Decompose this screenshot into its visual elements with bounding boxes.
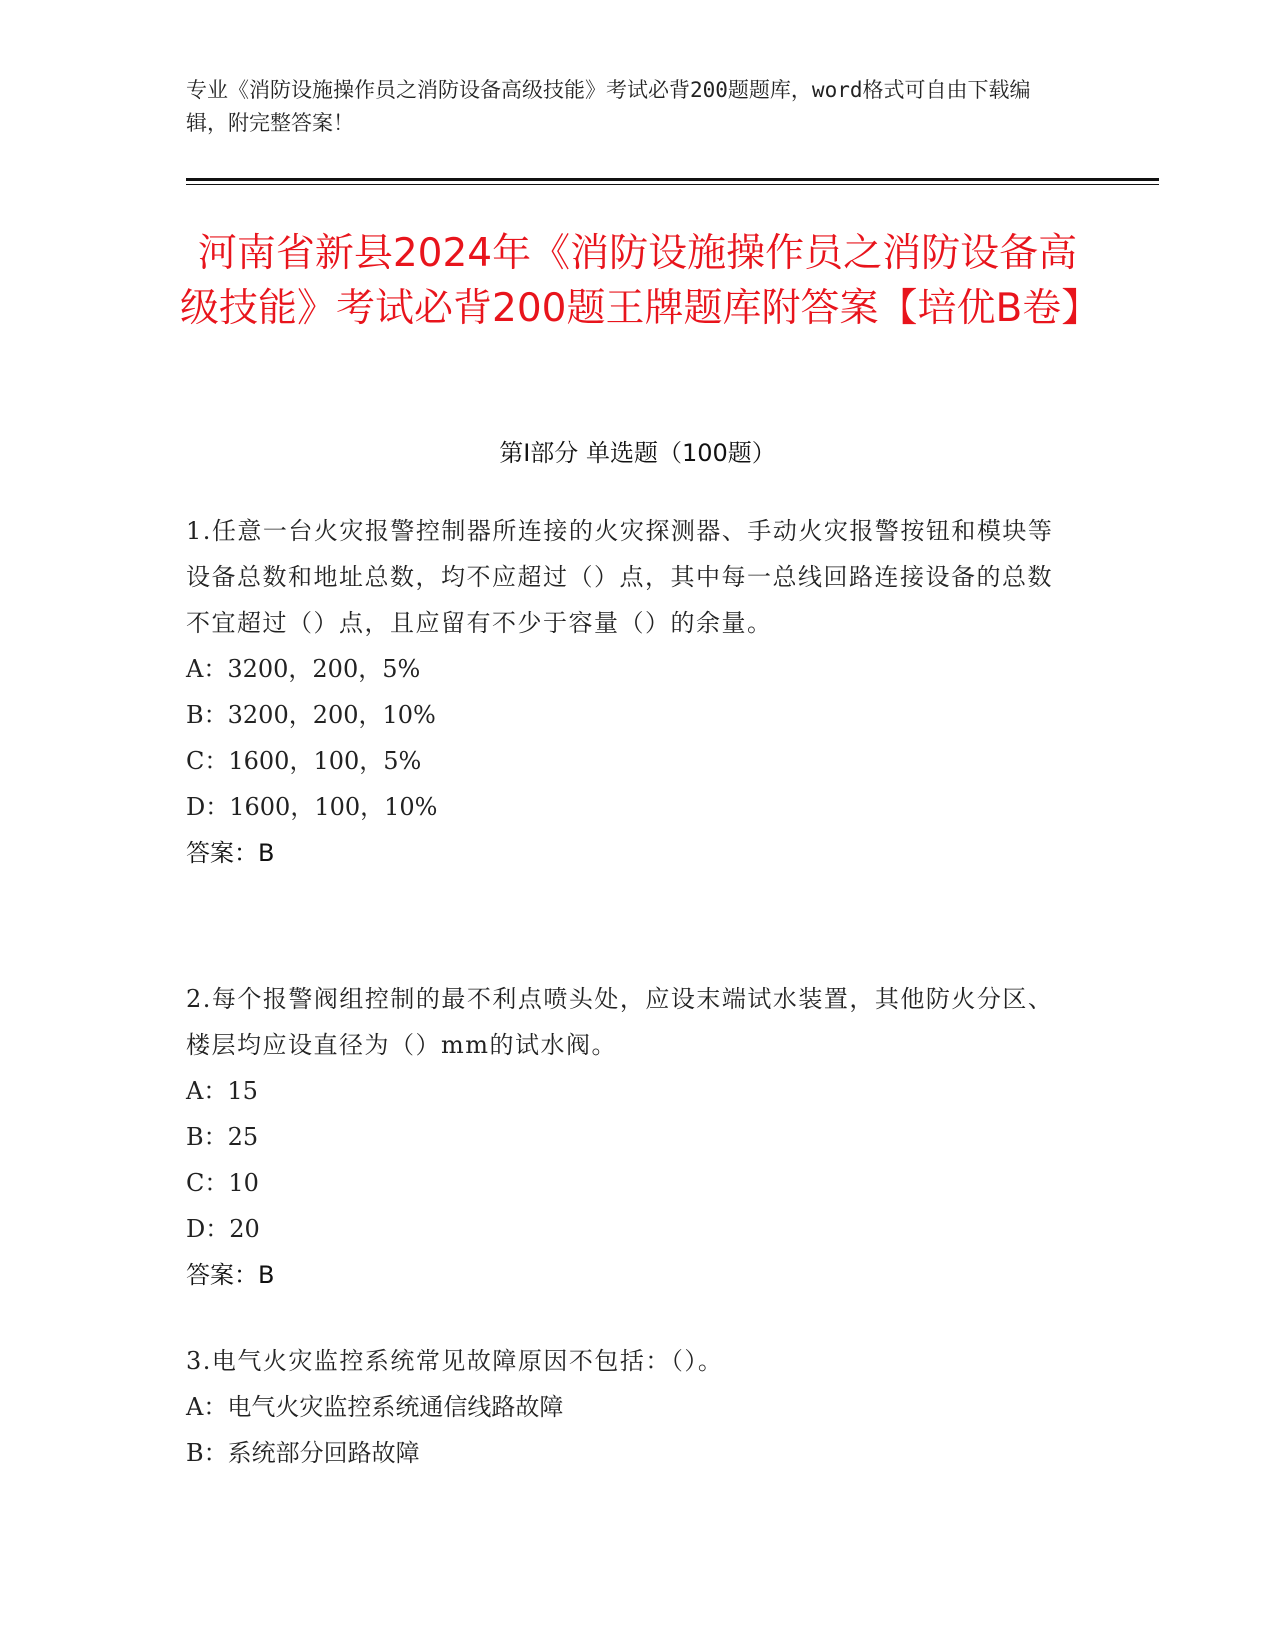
answer-line: 答案：B bbox=[186, 839, 275, 867]
option-a: A：15 bbox=[186, 1077, 258, 1105]
document-title: 河南省新县2024年《消防设施操作员之消防设备高级技能》考试必背200题王牌题库附答案【培优B卷】 bbox=[180, 231, 1101, 331]
question-stem: 3.电气火灾监控系统常见故障原因不包括：（）。 bbox=[186, 1347, 724, 1375]
option-a: A：3200，200，5% bbox=[186, 655, 421, 683]
option-a: A：电气火灾监控系统通信线路故障 bbox=[186, 1393, 564, 1421]
header-divider-thin bbox=[186, 184, 1159, 185]
question-2 bbox=[186, 976, 1066, 1298]
question-1 bbox=[186, 508, 1066, 876]
header-divider-thick bbox=[186, 178, 1159, 181]
option-d: D：20 bbox=[186, 1215, 260, 1243]
option-b: B：25 bbox=[186, 1123, 259, 1151]
section-heading: 第I部分 单选题（100题） bbox=[499, 439, 776, 467]
header-note: 专业《消防设施操作员之消防设备高级技能》考试必背200题题库，word格式可自由下载编辑，附完整答案！ bbox=[186, 78, 1031, 135]
option-b: B：3200，200，10% bbox=[186, 701, 436, 729]
option-d: D：1600，100，10% bbox=[186, 793, 438, 821]
question-3 bbox=[186, 1338, 1066, 1476]
question-stem: 1.任意一台火灾报警控制器所连接的火灾探测器、手动火灾报警按钮和模块等设备总数和地址总数，均不应超过（）点，其中每一总线回路连接设备的总数不宜超过（）点，且应留有不少于容量（）的余量。 bbox=[186, 517, 1054, 637]
option-c: C：1600，100，5% bbox=[186, 747, 422, 775]
option-c: C：10 bbox=[186, 1169, 259, 1197]
question-stem: 2.每个报警阀组控制的最不利点喷头处，应设末端试水装置，其他防火分区、楼层均应设直径为（）mm的试水阀。 bbox=[186, 985, 1054, 1059]
option-b: B：系统部分回路故障 bbox=[186, 1439, 420, 1467]
answer-line: 答案：B bbox=[186, 1261, 275, 1289]
